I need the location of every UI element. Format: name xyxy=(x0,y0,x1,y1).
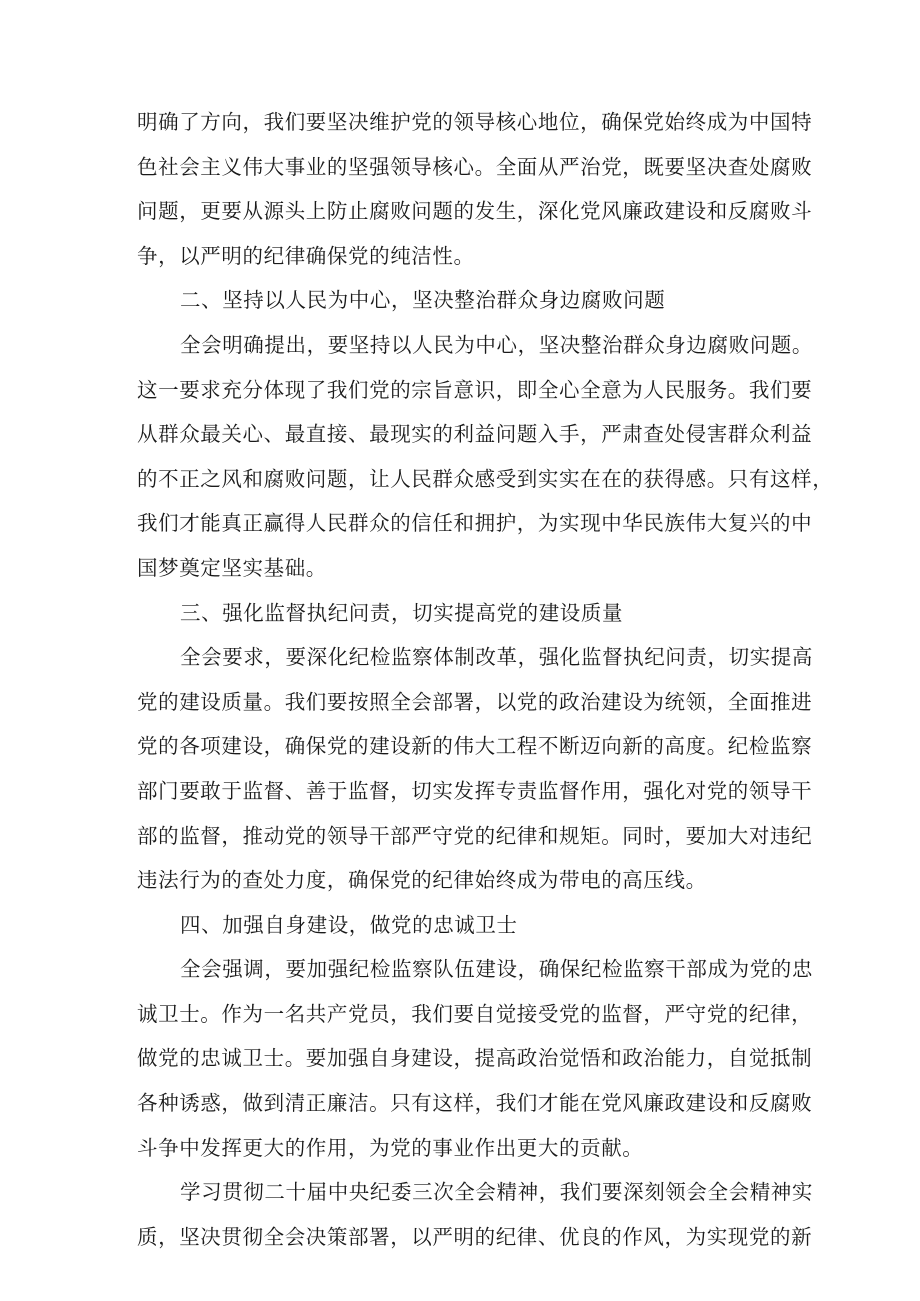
text-line: 党的建设质量。我们要按照全会部署，以党的政治建设为统领，全面推进 xyxy=(137,689,813,714)
text-line: 从群众最关心、最直接、最现实的利益问题入手，严肃查处侵害群众利益 xyxy=(137,422,813,447)
section-heading-2 xyxy=(137,278,787,323)
text-line: 斗争中发挥更大的作用，为党的事业作出更大的贡献。 xyxy=(137,1135,644,1160)
heading-line: 二、坚持以人民为中心，坚决整治群众身边腐败问题 xyxy=(180,288,666,313)
text-line: 违法行为的查处力度，确保党的纪律始终成为带电的高压线。 xyxy=(137,868,707,893)
text-line: 这一要求充分体现了我们党的宗旨意识，即全心全意为人民服务。我们要 xyxy=(137,377,813,402)
text-line: 全会强调，要加强纪检监察队伍建设，确保纪检监察干部成为党的忠 xyxy=(180,957,813,982)
text-line: 全会要求，要深化纪检监察体制改革，强化监督执纪问责，切实提高 xyxy=(180,645,813,670)
heading-line: 四、加强自身建设，做党的忠诚卫士 xyxy=(180,912,518,937)
text-line: 做党的忠诚卫士。要加强自身建设，提高政治觉悟和政治能力，自觉抵制 xyxy=(137,1046,813,1071)
text-line: 部门要敢于监督、善于监督，切实发挥专责监督作用，强化对党的领导干 xyxy=(137,778,813,803)
heading-line: 三、强化监督执纪问责，切实提高党的建设质量 xyxy=(180,600,624,625)
text-line: 部的监督，推动党的领导干部严守党的纪律和规矩。同时，要加大对违纪 xyxy=(137,823,813,848)
paragraph-continuation xyxy=(137,100,813,278)
section-heading-3 xyxy=(137,591,787,636)
text-line: 各种诱惑，做到清正廉洁。只有这样，我们才能在党风廉政建设和反腐败 xyxy=(137,1091,813,1116)
text-line: 色社会主义伟大事业的坚强领导核心。全面从严治党，既要坚决查处腐败 xyxy=(137,154,813,179)
text-line: 国梦奠定坚实基础。 xyxy=(137,555,327,580)
text-line: 的不正之风和腐败问题，让人民群众感受到实实在在的获得感。只有这样， xyxy=(137,466,834,491)
text-line: 明确了方向，我们要坚决维护党的领导核心地位，确保党始终成为中国特 xyxy=(137,110,813,134)
text-line: 问题，更要从源头上防止腐败问题的发生，深化党风廉政建设和反腐败斗 xyxy=(137,199,813,224)
text-line: 质，坚决贯彻全会决策部署，以严明的纪律、优良的作风，为实现党的新 xyxy=(137,1224,813,1249)
section-heading-4 xyxy=(137,903,787,948)
text-line: 诚卫士。作为一名共产党员，我们要自觉接受党的监督，严守党的纪律， xyxy=(137,1001,813,1026)
paragraph-5 xyxy=(137,1170,813,1259)
paragraph-3 xyxy=(137,635,813,903)
text-line: 我们才能真正赢得人民群众的信任和拥护，为实现中华民族伟大复兴的中 xyxy=(137,511,813,536)
paragraph-2 xyxy=(137,323,834,591)
text-line: 争，以严明的纪律确保党的纯洁性。 xyxy=(137,243,475,268)
paragraph-4 xyxy=(137,947,813,1170)
document-body xyxy=(137,100,834,1259)
text-line: 全会明确提出，要坚持以人民为中心，坚决整治群众身边腐败问题。 xyxy=(180,332,813,357)
text-line: 学习贯彻二十届中央纪委三次全会精神，我们要深刻领会全会精神实 xyxy=(180,1180,813,1205)
text-line: 党的各项建设，确保党的建设新的伟大工程不断迈向新的高度。纪检监察 xyxy=(137,734,813,759)
